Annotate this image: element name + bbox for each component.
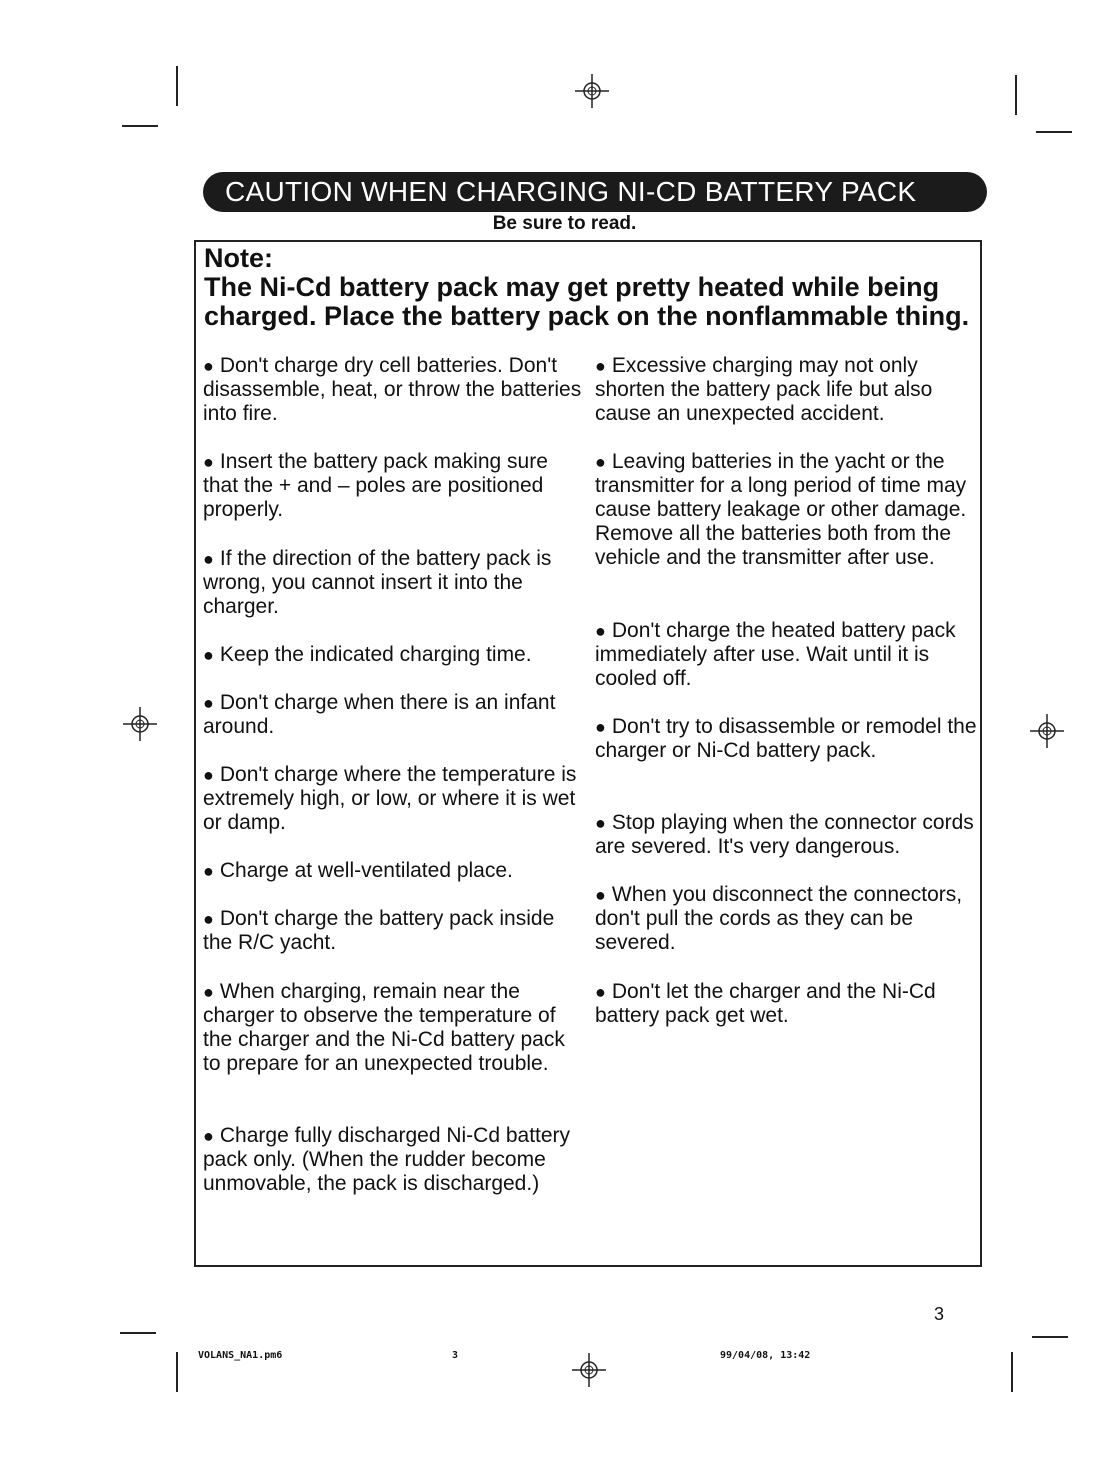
crop-mark-bottom-right-horizontal <box>1032 1336 1068 1338</box>
caution-item <box>595 450 981 570</box>
bullet-icon: ● <box>203 982 214 1002</box>
caution-item-text: Excessive charging may not only shorten the battery pack life but also cause an unexpected accident. <box>595 354 933 425</box>
caution-item <box>595 354 981 426</box>
caution-banner: CAUTION WHEN CHARGING NI-CD BATTERY PACK <box>203 172 987 212</box>
footer-page: 3 <box>452 1350 459 1361</box>
caution-item <box>203 691 585 739</box>
bullet-icon: ● <box>203 1126 214 1146</box>
caution-item-text: When you disconnect the connectors, don't pull the cords as they can be severed. <box>595 883 963 954</box>
bullet-icon: ● <box>203 909 214 929</box>
caution-item <box>203 354 585 426</box>
crop-mark-top-right-vertical <box>1015 75 1017 115</box>
subtitle: Be sure to read. <box>492 213 637 234</box>
bullet-icon: ● <box>595 621 606 641</box>
crop-mark-bottom-left-horizontal <box>120 1332 156 1334</box>
registration-mark-top-icon <box>575 74 609 108</box>
caution-item-text: Insert the battery pack making sure that the + and – poles are positioned properly. <box>203 450 548 521</box>
caution-item-text: Don't charge where the temperature is extremely high, or low, or where it is wet or damp. <box>203 763 577 834</box>
note-text: The Ni-Cd battery pack may get pretty heated while being charged. Place the battery pack on the nonflammable thing. <box>204 272 970 331</box>
caution-item-text: Keep the indicated charging time. <box>219 643 532 666</box>
page-number: 3 <box>934 1304 945 1324</box>
caution-item-text: Don't charge when there is an infant around. <box>203 691 556 738</box>
bullet-icon: ● <box>595 356 606 376</box>
crop-mark-top-left-vertical <box>176 66 178 106</box>
crop-mark-bottom-right-vertical <box>1011 1352 1013 1392</box>
footer-timestamp: 99/04/08, 13:42 <box>720 1350 811 1361</box>
caution-item-text: Don't let the charger and the Ni-Cd battery pack get wet. <box>595 980 936 1027</box>
caution-item <box>203 980 585 1076</box>
bullet-icon: ● <box>203 549 214 569</box>
footer-filename: VOLANS_NA1.pm6 <box>198 1350 283 1361</box>
registration-mark-left-icon <box>123 707 157 741</box>
caution-item <box>203 643 585 667</box>
caution-item-text: Charge fully discharged Ni-Cd battery pack only. (When the rudder become unmovable, the pack is discharged.) <box>203 1124 571 1195</box>
note <box>204 244 980 331</box>
bullet-icon: ● <box>203 693 214 713</box>
caution-item-text: If the direction of the battery pack is wrong, you cannot insert it into the charger. <box>203 547 552 618</box>
caution-item-text: When charging, remain near the charger to observe the temperature of the charger and the Ni-Cd battery pack to prepare for an unexpected trouble. <box>203 980 565 1075</box>
caution-item <box>203 547 585 619</box>
caution-item <box>595 980 981 1028</box>
caution-item-text: Leaving batteries in the yacht or the transmitter for a long period of time may cause battery leakage or other damage. Remove all the batteries both from the vehicle and the transmitter after use. <box>595 450 967 569</box>
caution-item-text: Don't try to disassemble or remodel the charger or Ni-Cd battery pack. <box>595 715 977 762</box>
caution-item <box>595 883 981 955</box>
registration-mark-bottom-icon <box>572 1353 606 1387</box>
crop-mark-bottom-left-vertical <box>176 1352 178 1392</box>
bullet-icon: ● <box>595 813 606 833</box>
bullet-icon: ● <box>595 982 606 1002</box>
caution-item <box>203 907 585 955</box>
caution-item <box>203 1124 585 1196</box>
bullet-icon: ● <box>203 452 214 472</box>
caution-item-text: Don't charge the battery pack inside the R/C yacht. <box>203 907 555 954</box>
caution-item-text: Charge at well-ventilated place. <box>219 859 513 882</box>
bullet-icon: ● <box>203 765 214 785</box>
caution-item-text: Don't charge dry cell batteries. Don't disassemble, heat, or throw the batteries into fire. <box>203 354 582 425</box>
bullet-icon: ● <box>203 356 214 376</box>
bullet-icon: ● <box>595 452 606 472</box>
caution-item-text: Don't charge the heated battery pack immediately after use. Wait until it is cooled off. <box>595 619 956 690</box>
registration-mark-right-icon <box>1030 714 1064 748</box>
bullet-icon: ● <box>595 717 606 737</box>
caution-item <box>203 763 585 835</box>
bullet-icon: ● <box>595 885 606 905</box>
bullet-icon: ● <box>203 645 214 665</box>
caution-item-text: Stop playing when the connector cords are severed. It's very dangerous. <box>595 811 974 858</box>
caution-item <box>203 859 585 883</box>
bullet-icon: ● <box>203 861 214 881</box>
crop-mark-top-left-horizontal <box>122 125 158 127</box>
caution-item <box>595 715 981 763</box>
caution-item <box>595 811 981 859</box>
caution-item <box>203 450 585 522</box>
crop-mark-top-right-horizontal <box>1036 131 1072 133</box>
note-label: Note: <box>204 243 273 273</box>
caution-item <box>595 619 981 691</box>
